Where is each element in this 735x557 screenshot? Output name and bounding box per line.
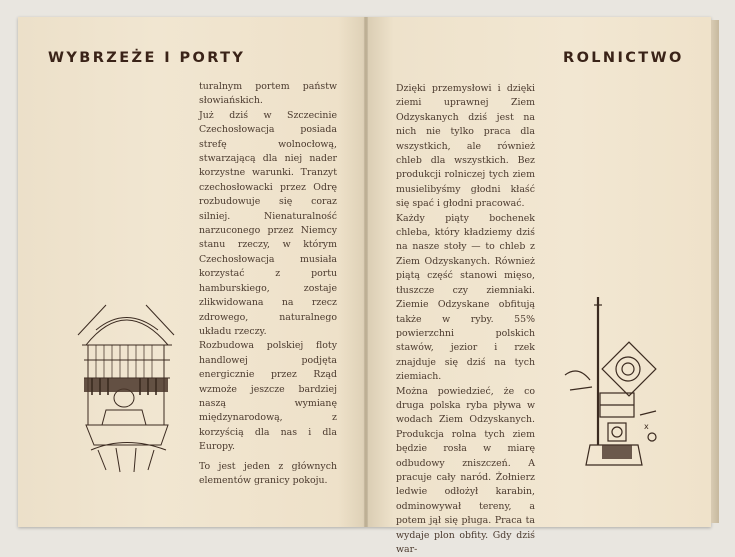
right-text-column: [396, 82, 535, 557]
left-paragraph: Rozbudowa polskiej floty handlowej podjęta energicznie przez Rząd wzmoże jeszcze bardziej naszą wymianę międzynarodową, z korzyścią dla nas i dla Europy.: [199, 340, 337, 453]
left-paragraph: To jest jeden z głównych elementów granicy pokoju.: [199, 460, 337, 486]
left-paragraph: Już dziś w Szczecinie Czechosłowacja posiada strefę wolnocłową, stwarzającą dla niej nader korzystne warunki. Tranzyt czechosłowacki przez Odrę rozbudowuje się coraz silniej. Nienaturalność narzuconego przez Niemcy stanu rzeczy, w którym Czechosłowacja musiała korzystać z portu hamburskiego, zostaje zlikwidowana na rzecz zdrowego, naturalnego układu rzeczy.: [199, 109, 337, 337]
farm-machine-illustration: [560, 295, 670, 470]
right-page-heading: ROLNICTWO: [563, 50, 684, 66]
page-edge: [711, 20, 719, 523]
left-text-column: [199, 80, 337, 488]
svg-text:x: x: [644, 422, 649, 431]
left-paragraph: turalnym portem państw słowiańskich.: [199, 81, 337, 107]
right-paragraph: Każdy piąty bochenek chleba, który kładziemy dziś na nasze stoły — to chleb z Ziem Odzyskanych. Również piątą część stanowi mięso, tłuszcze czy ziemniaki. Ziemie Odzyskane obfitują także w ryby. 55% powierzchni polskich stawów, jezior i rzek znajduje się dziś na tych ziemiach.: [396, 212, 535, 383]
book-gutter: [364, 17, 368, 527]
port-silo-illustration: [76, 300, 176, 475]
right-paragraph: Dzięki przemysłowi i dzięki ziemi uprawnej Ziem Odzyskanych dziś jest na nich nie tylko praca dla wszystkich, ale również chleb dla wszystkich. Bez produkcji rolniczej tych ziem musielibyśmy głodni kłaść się spać i głodni pracować.: [396, 83, 535, 210]
left-page-heading: WYBRZEŻE I PORTY: [48, 50, 246, 66]
right-paragraph: Można powiedzieć, że co druga polska ryba pływa w wodach Ziem Odzyskanych. Produkcja rolna tych ziem będzie rosła w miarę odbudowy zniszczeń. A pracuje cały naród. Żołnierz ledwie odłożył karabin, odminowywał tereny, a potem jął się pługa. Praca ta wydaje plon obfity. Gdy dziś war-: [396, 385, 535, 555]
